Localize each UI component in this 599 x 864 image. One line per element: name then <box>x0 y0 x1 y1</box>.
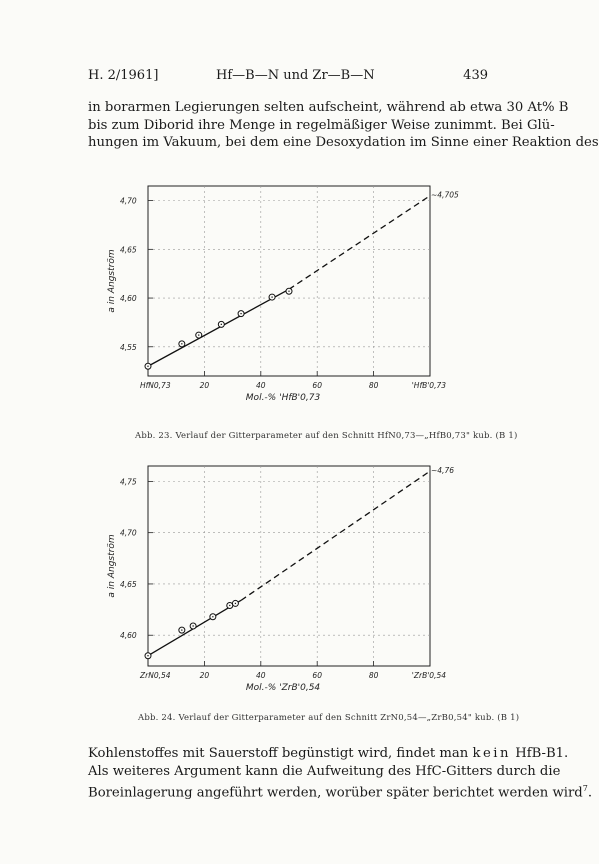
y-tick-label: 4,60 <box>120 631 137 641</box>
page-header <box>88 68 488 86</box>
emphasized-word: kein <box>472 746 511 761</box>
x-tick-label: 80 <box>368 381 379 390</box>
data-point-center <box>221 324 222 325</box>
x-axis-title: Mol.-% 'HfB'0,73 <box>245 393 321 403</box>
extrapolation-line <box>289 196 430 290</box>
x-tick-label: 20 <box>199 381 210 390</box>
text-line <box>88 780 593 802</box>
data-point-center <box>192 625 193 626</box>
plot-frame <box>148 466 430 666</box>
y-tick-label: 4,65 <box>120 245 137 255</box>
extrapolation-line <box>241 471 430 600</box>
figure-24-chart <box>100 458 480 716</box>
x-tick-label: 60 <box>312 671 322 680</box>
x-axis-title: Mol.-% 'ZrB'0,54 <box>245 683 321 693</box>
text-segment: . <box>587 785 593 801</box>
x-tick-label: 'HfB'0,73 <box>411 381 446 390</box>
data-point-center <box>181 343 182 344</box>
running-title: Hf—B—N und Zr—B—N <box>216 68 375 83</box>
x-tick-label: HfN0,73 <box>140 381 171 390</box>
text-segment: Boreinlagerung angeführt werden, worüber später berichtet werden wird <box>88 785 583 801</box>
text-segment: Kohlenstoffes mit Sauerstoff begünstigt wird, findet man <box>88 746 473 761</box>
data-point-center <box>198 334 199 335</box>
x-tick-label: 80 <box>368 671 379 680</box>
x-tick-label: 60 <box>312 381 322 390</box>
data-point-center <box>181 629 182 630</box>
footnote-marker: 7 <box>582 784 588 794</box>
y-tick-label: 4,75 <box>120 477 137 487</box>
end-value-annotation: ~4,705 <box>431 190 459 200</box>
y-tick-label: 4,70 <box>120 196 137 206</box>
data-point-center <box>235 603 236 604</box>
data-point-center <box>147 655 148 656</box>
data-point-center <box>229 605 230 606</box>
data-point-center <box>212 616 213 617</box>
end-value-annotation: ~4,76 <box>431 466 454 476</box>
text-line <box>88 745 569 763</box>
y-tick-label: 4,70 <box>120 528 137 538</box>
figure-24-caption: Abb. 24. Verlauf der Gitterparameter auf den Schnitt ZrN0,54—„ZrB0,54" kub. (B 1) <box>138 713 520 723</box>
text-line: hungen im Vakuum, bei dem eine Desoxydation im Sinne einer Reaktion des <box>88 135 599 151</box>
y-tick-label: 4,55 <box>120 342 137 352</box>
x-tick-label: 20 <box>199 671 210 680</box>
data-point-center <box>147 366 148 367</box>
page-number: 439 <box>463 68 488 83</box>
x-tick-label: 40 <box>256 671 266 680</box>
y-axis-title: a in Angström <box>107 534 117 598</box>
data-point-center <box>288 291 289 292</box>
data-point-center <box>240 313 241 314</box>
paragraph-bottom <box>88 745 593 802</box>
figure-23-chart <box>100 178 480 426</box>
plot-frame <box>148 186 430 376</box>
figure-24 <box>100 458 480 716</box>
text-line: bis zum Diborid ihre Menge in regelmäßiger Weise zunimmt. Bei Glü- <box>88 117 555 133</box>
x-tick-label: ZrN0,54 <box>140 671 171 680</box>
x-tick-label: 'ZrB'0,54 <box>411 671 446 680</box>
y-tick-label: 4,60 <box>120 294 137 304</box>
text-line: Als weiteres Argument kann die Aufweitung des HfC-Gitters durch die <box>88 763 561 779</box>
text-segment: HfB-B1. <box>511 746 569 761</box>
y-axis-title: a in Angström <box>107 249 117 313</box>
text-line: in borarmen Legierungen selten aufscheint, während ab etwa 30 At% B <box>88 100 569 115</box>
figure-23 <box>100 178 480 426</box>
x-tick-label: 40 <box>256 381 266 390</box>
data-point-center <box>271 296 272 297</box>
journal-issue: H. 2/1961] <box>88 68 159 83</box>
paragraph-top <box>88 99 599 152</box>
fit-line <box>148 289 289 366</box>
y-tick-label: 4,65 <box>120 579 137 589</box>
figure-23-caption: Abb. 23. Verlauf der Gitterparameter auf den Schnitt HfN0,73—„HfB0,73" kub. (B 1) <box>135 431 518 441</box>
